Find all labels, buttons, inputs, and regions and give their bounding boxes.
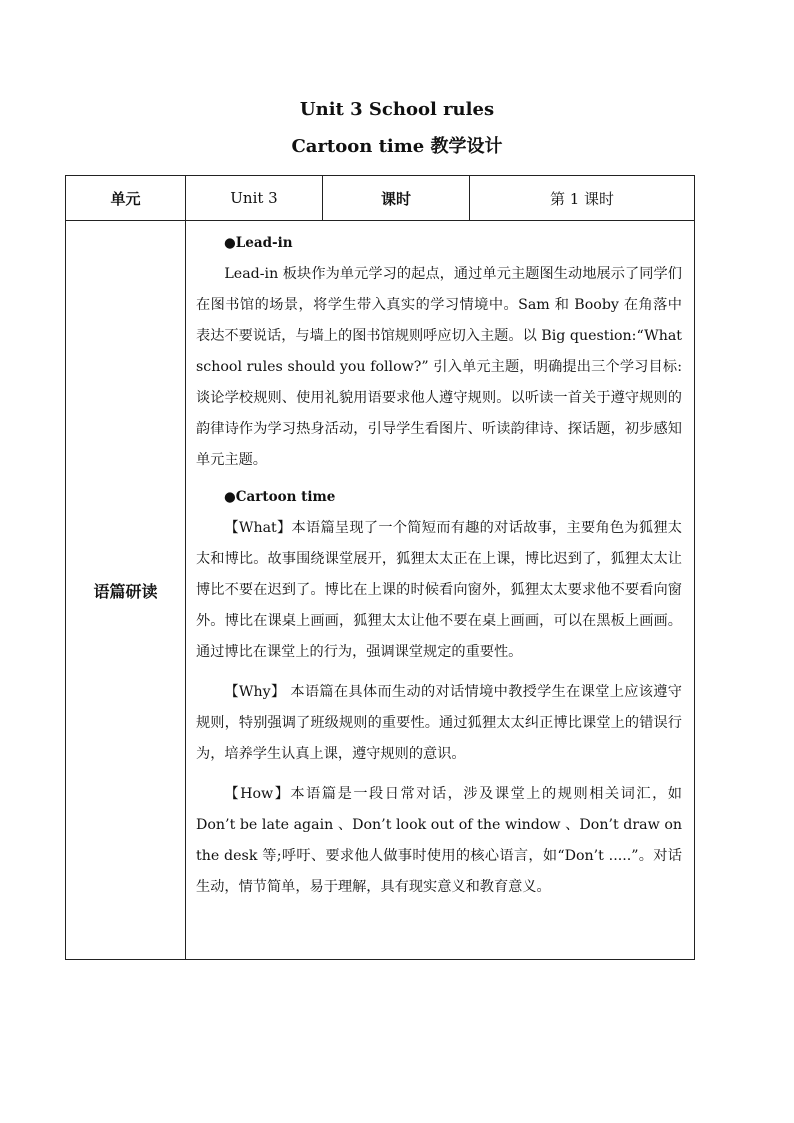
unit-value: Unit 3 [186, 176, 323, 221]
leadin-heading: ●Lead-in [224, 235, 293, 251]
table-header-row [66, 176, 695, 221]
document-subtitle: Cartoon time 教学设计 [291, 136, 503, 157]
lesson-label: 课时 [323, 176, 470, 221]
text-analysis-content [186, 221, 695, 960]
section-label: 语篇研读 [66, 221, 186, 960]
cartoon-heading: ●Cartoon time [224, 489, 336, 505]
text-analysis-row [66, 221, 695, 960]
lesson-plan-table [65, 175, 695, 960]
document-title: Unit 3 School rules [299, 99, 495, 120]
how-paragraph: 【How】本语篇是一段日常对话，涉及课堂上的规则相关词汇，如 Don’t be late again 、Don’t look out of the window 、Don’t draw on the desk 等;呼吁、要求他人做事时使用的核心语言，如“Don’t .....”。对话生动，情节简单，易于理解，具有现实意义和教育意义。 [196, 786, 682, 895]
why-paragraph: 【Why】 本语篇在具体而生动的对话情境中教授学生在课堂上应该遵守规则，特别强调了班级规则的重要性。通过狐狸太太纠正博比课堂上的错误行为，培养学生认真上课，遵守规则的意识。 [196, 684, 682, 762]
leadin-paragraph: Lead-in 板块作为单元学习的起点，通过单元主题图生动地展示了同学们在图书馆的场景，将学生带入真实的学习情境中。Sam 和 Booby 在角落中表达不要说话，与墙上的图书馆规则呼应切入主题。以 Big question:“What school rules should you follow?” 引入单元主题，明确提出三个学习目标:谈论学校规则、使用礼貌用语要求他人遵守规则。以听读一首关于遵守规则的韵律诗作为学习热身活动，引导学生看图片、听读韵律诗、探话题，初步感知单元主题。 [196, 266, 682, 468]
unit-label: 单元 [66, 176, 186, 221]
what-paragraph: 【What】本语篇呈现了一个简短而有趣的对话故事，主要角色为狐狸太太和博比。故事围绕课堂展开，狐狸太太正在上课，博比迟到了，狐狸太太让博比不要在迟到了。博比在上课的时候看向窗外，狐狸太太要求他不要看向窗外。博比在课桌上画画，狐狸太太让他不要在桌上画画，可以在黑板上画画。通过博比在课堂上的行为，强调课堂规定的重要性。 [196, 520, 682, 660]
lesson-value: 第 1 课时 [470, 176, 695, 221]
